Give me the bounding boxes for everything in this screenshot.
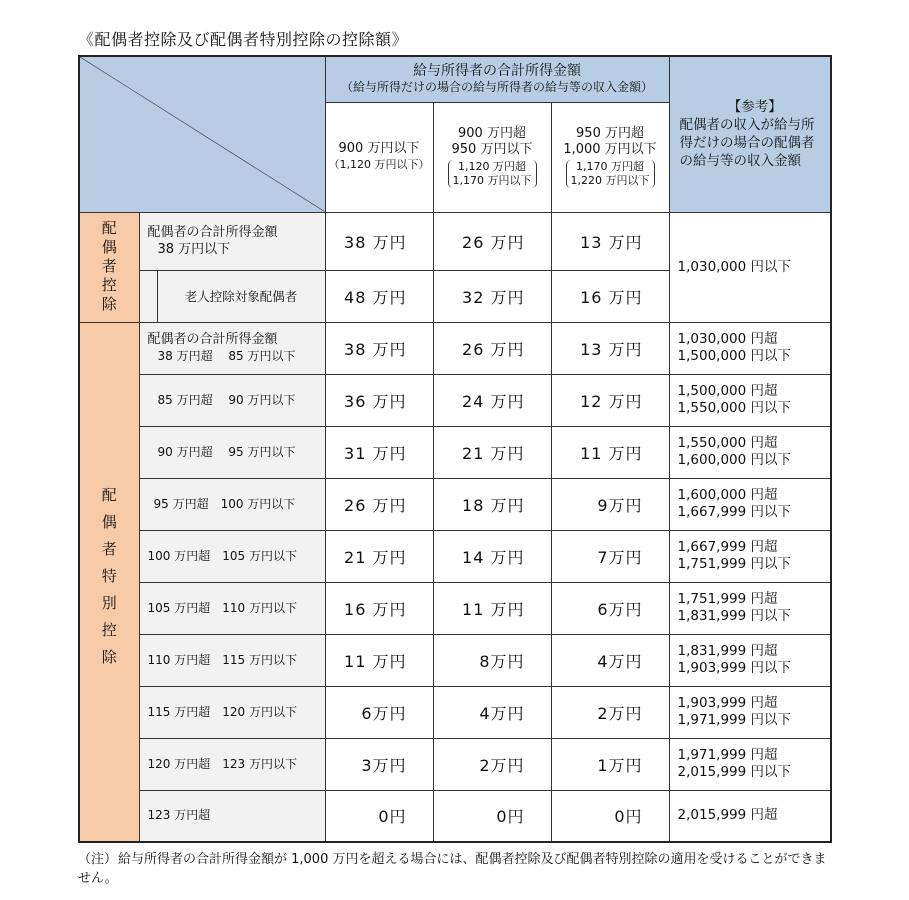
col3-line1: 950 万円超 bbox=[576, 125, 644, 141]
special-row-0-ref: 1,030,000 円超 1,500,000 円以下 bbox=[669, 322, 831, 374]
special-row-3-label: 95 万円超 100 万円以下 bbox=[139, 478, 325, 530]
special-row-3-col1: 26 万円 bbox=[325, 478, 433, 530]
special-row-3-ref: 1,600,000 円超 1,667,999 円以下 bbox=[669, 478, 831, 530]
special-row-9-ref: 2,015,999 円超 bbox=[669, 790, 831, 842]
special-row-4-label: 100 万円超 105 万円以下 bbox=[139, 530, 325, 582]
special-row-7-col2: 4万円 bbox=[433, 686, 551, 738]
special-row-0-label: 配偶者の合計所得金額 38 万円超 85 万円以下 bbox=[139, 322, 325, 374]
special-row-1-label: 85 万円超 90 万円以下 bbox=[139, 374, 325, 426]
special-row-6-col2: 8万円 bbox=[433, 634, 551, 686]
col2-line2: 950 万円以下 bbox=[451, 141, 533, 157]
special-deduction-category: 配偶者特別控除 bbox=[79, 322, 139, 842]
col1-line1: 900 万円以下 bbox=[338, 141, 420, 156]
special-row-8-label: 120 万円超 123 万円以下 bbox=[139, 738, 325, 790]
special-row-7-col3: 2万円 bbox=[551, 686, 669, 738]
spouse-row2-col1: 48 万円 bbox=[325, 270, 433, 322]
special-row-8-col3: 1万円 bbox=[551, 738, 669, 790]
elderly-label: 老人控除対象配偶者 bbox=[157, 270, 325, 322]
spouse-ref: 1,030,000 円以下 bbox=[669, 212, 831, 322]
special-row-5-col2: 11 万円 bbox=[433, 582, 551, 634]
special-row-3-col2: 18 万円 bbox=[433, 478, 551, 530]
income-group-header bbox=[325, 56, 669, 102]
special-row-3-col3: 9万円 bbox=[551, 478, 669, 530]
spouse-deduction-category: 配偶者控除 bbox=[79, 212, 139, 322]
special-row-2-col2: 21 万円 bbox=[433, 426, 551, 478]
income-group-title: 給与所得者の合計所得金額 bbox=[413, 63, 582, 80]
col2-line1: 900 万円超 bbox=[458, 125, 526, 141]
footnote bbox=[78, 850, 838, 888]
col3-paren1: 1,170 万円超 bbox=[576, 159, 645, 173]
special-row-0-col3: 13 万円 bbox=[551, 322, 669, 374]
special-row-5-label: 105 万円超 110 万円以下 bbox=[139, 582, 325, 634]
col3-line2: 1,000 万円以下 bbox=[563, 141, 657, 157]
col2-paren-box bbox=[448, 160, 537, 188]
special-row-2-col1: 31 万円 bbox=[325, 426, 433, 478]
special-row-5-col1: 16 万円 bbox=[325, 582, 433, 634]
special-row-5-ref: 1,751,999 円超 1,831,999 円以下 bbox=[669, 582, 831, 634]
col1-line2: （1,120 万円以下） bbox=[328, 158, 430, 171]
special-row-0-col2: 26 万円 bbox=[433, 322, 551, 374]
spouse-row1-label: 配偶者の合計所得金額 38 万円以下 bbox=[139, 212, 325, 270]
col2-paren2: 1,170 万円以下 bbox=[452, 173, 532, 187]
deduction-table bbox=[78, 55, 832, 843]
special-row-2-label: 90 万円超 95 万円以下 bbox=[139, 426, 325, 478]
special-row-6-col1: 11 万円 bbox=[325, 634, 433, 686]
reference-title: 【参考】 bbox=[727, 99, 782, 116]
spouse-row2-col2: 32 万円 bbox=[433, 270, 551, 322]
special-row-2-ref: 1,550,000 円超 1,600,000 円以下 bbox=[669, 426, 831, 478]
col-header-900-950 bbox=[433, 102, 551, 212]
special-row-4-col2: 14 万円 bbox=[433, 530, 551, 582]
diagonal-header-cell bbox=[79, 56, 325, 212]
income-group-subtitle: （給与所得だけの場合の給与所得者の給与等の収入金額） bbox=[341, 80, 654, 95]
reference-header bbox=[669, 56, 831, 212]
col3-paren-box bbox=[566, 160, 655, 188]
special-row-7-ref: 1,903,999 円超 1,971,999 円以下 bbox=[669, 686, 831, 738]
col-header-950-1000 bbox=[551, 102, 669, 212]
spouse-row2-col3: 16 万円 bbox=[551, 270, 669, 322]
reference-line-3: の給与等の収入金額 bbox=[679, 153, 802, 170]
footnote-text: 給与所得者の合計所得金額が 1,000 万円を超える場合には、配偶者控除及び配偶者特別控除の適用を受けることができません。 bbox=[78, 852, 827, 886]
reference-line-1: 配偶者の収入が給与所 bbox=[679, 117, 815, 134]
col2-paren1: 1,120 万円超 bbox=[458, 159, 526, 173]
page-title: 《配偶者控除及び配偶者特別控除の控除額》 bbox=[78, 30, 409, 49]
spouse-row1-col2: 26 万円 bbox=[433, 212, 551, 270]
special-row-0-col1: 38 万円 bbox=[325, 322, 433, 374]
elderly-indent bbox=[139, 270, 157, 322]
special-row-9-col2: 0円 bbox=[433, 790, 551, 842]
special-row-5-col3: 6万円 bbox=[551, 582, 669, 634]
special-row-4-col1: 21 万円 bbox=[325, 530, 433, 582]
special-row-1-col2: 24 万円 bbox=[433, 374, 551, 426]
special-row-4-ref: 1,667,999 円超 1,751,999 円以下 bbox=[669, 530, 831, 582]
special-row-6-col3: 4万円 bbox=[551, 634, 669, 686]
col3-paren2: 1,220 万円以下 bbox=[570, 173, 650, 187]
special-row-6-label: 110 万円超 115 万円以下 bbox=[139, 634, 325, 686]
special-row-8-col2: 2万円 bbox=[433, 738, 551, 790]
special-row-1-ref: 1,500,000 円超 1,550,000 円以下 bbox=[669, 374, 831, 426]
footnote-mark: （注） bbox=[78, 852, 118, 867]
special-row-2-col3: 11 万円 bbox=[551, 426, 669, 478]
col-header-900-below bbox=[325, 102, 433, 212]
special-row-1-col3: 12 万円 bbox=[551, 374, 669, 426]
spouse-row1-col3: 13 万円 bbox=[551, 212, 669, 270]
special-row-7-col1: 6万円 bbox=[325, 686, 433, 738]
special-row-9-label: 123 万円超 bbox=[139, 790, 325, 842]
special-row-6-ref: 1,831,999 円超 1,903,999 円以下 bbox=[669, 634, 831, 686]
special-row-8-col1: 3万円 bbox=[325, 738, 433, 790]
spouse-row1-col1: 38 万円 bbox=[325, 212, 433, 270]
special-row-1-col1: 36 万円 bbox=[325, 374, 433, 426]
special-row-9-col3: 0円 bbox=[551, 790, 669, 842]
special-row-9-col1: 0円 bbox=[325, 790, 433, 842]
special-row-8-ref: 1,971,999 円超 2,015,999 円以下 bbox=[669, 738, 831, 790]
diagonal-line bbox=[80, 57, 325, 212]
special-row-7-label: 115 万円超 120 万円以下 bbox=[139, 686, 325, 738]
reference-line-2: 得だけの場合の配偶者 bbox=[679, 135, 815, 152]
special-row-4-col3: 7万円 bbox=[551, 530, 669, 582]
